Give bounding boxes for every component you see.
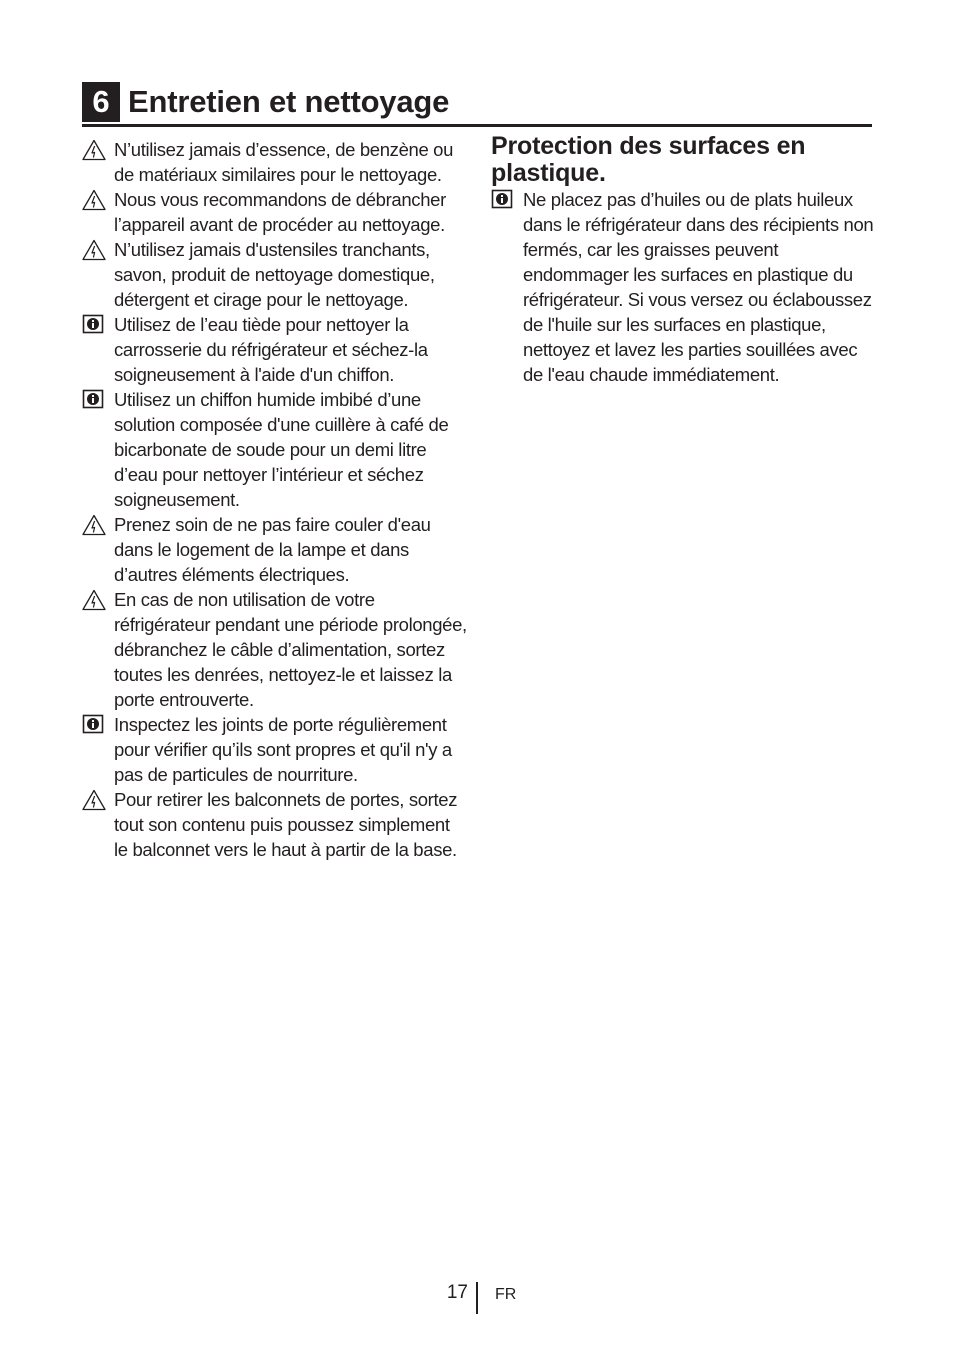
item-text: N’utilisez jamais d’essence, de benzène ou de matériaux similaires pour le nettoyage. bbox=[114, 139, 454, 185]
item-text: Nous vous recommandons de débrancher l’appareil avant de procéder au nettoyage. bbox=[114, 189, 446, 235]
warning-icon bbox=[82, 139, 106, 161]
list-item bbox=[82, 712, 467, 787]
list-item bbox=[491, 187, 876, 387]
list-item bbox=[82, 587, 467, 712]
warning-icon bbox=[82, 789, 106, 811]
item-text: Prenez soin de ne pas faire couler d'eau dans le logement de la lampe et dans d’autres éléments électriques. bbox=[114, 514, 431, 585]
list-item bbox=[82, 137, 467, 187]
language-code: FR bbox=[495, 1286, 517, 1303]
list-item bbox=[82, 387, 467, 512]
chapter-title: Entretien et nettoyage bbox=[128, 84, 450, 119]
section-heading: Protection des surfaces en plastique. bbox=[491, 132, 806, 187]
warning-icon bbox=[82, 514, 106, 536]
info-icon bbox=[82, 389, 106, 411]
list-item bbox=[82, 187, 467, 237]
item-text: Ne placez pas d’huiles ou de plats huileux dans le réfrigérateur dans des récipients non fermés, car les graisses peuvent endommager les surfaces en plastique du réfrigérateur. Si vous versez ou éclaboussez de l'huile sur les surfaces en plastique, nettoyez et lavez les parties souillées avec de l'eau chaude immédiatement. bbox=[523, 189, 874, 385]
list-item bbox=[82, 237, 467, 312]
list-item bbox=[82, 512, 467, 587]
chapter-number: 6 bbox=[82, 82, 120, 122]
item-text: Utilisez un chiffon humide imbibé d’une solution composée d'une cuillère à café de bicarbonate de soude pour un demi litre d’eau pour nettoyer l’intérieur et séchez soigneusement. bbox=[114, 389, 449, 510]
footer-divider bbox=[476, 1282, 478, 1314]
list-item bbox=[82, 312, 467, 387]
info-icon bbox=[491, 189, 515, 211]
page-number: 17 bbox=[446, 1282, 468, 1303]
warning-icon bbox=[82, 239, 106, 261]
list-item bbox=[82, 787, 467, 862]
left-column bbox=[82, 137, 467, 862]
item-text: N’utilisez jamais d'ustensiles tranchants, savon, produit de nettoyage domestique, détergent et cirage pour le nettoyage. bbox=[114, 239, 435, 310]
warning-icon bbox=[82, 189, 106, 211]
item-text: En cas de non utilisation de votre réfrigérateur pendant une période prolongée, débranchez le câble d’alimentation, sortez toutes les denrées, nettoyez-le et laissez la porte entrouverte. bbox=[114, 589, 467, 710]
chapter-header bbox=[82, 80, 872, 127]
info-icon bbox=[82, 314, 106, 336]
item-text: Pour retirer les balconnets de portes, sortez tout son contenu puis poussez simplement le balconnet vers le haut à partir de la base. bbox=[114, 789, 458, 860]
item-text: Utilisez de l’eau tiède pour nettoyer la carrosserie du réfrigérateur et séchez-la soigneusement à l'aide d'un chiffon. bbox=[114, 314, 428, 385]
right-column bbox=[491, 133, 876, 387]
info-icon bbox=[82, 714, 106, 736]
warning-icon bbox=[82, 589, 106, 611]
item-text: Inspectez les joints de porte régulièrement pour vérifier qu’ils sont propres et qu'il n'y a pas de particules de nourriture. bbox=[114, 714, 452, 785]
